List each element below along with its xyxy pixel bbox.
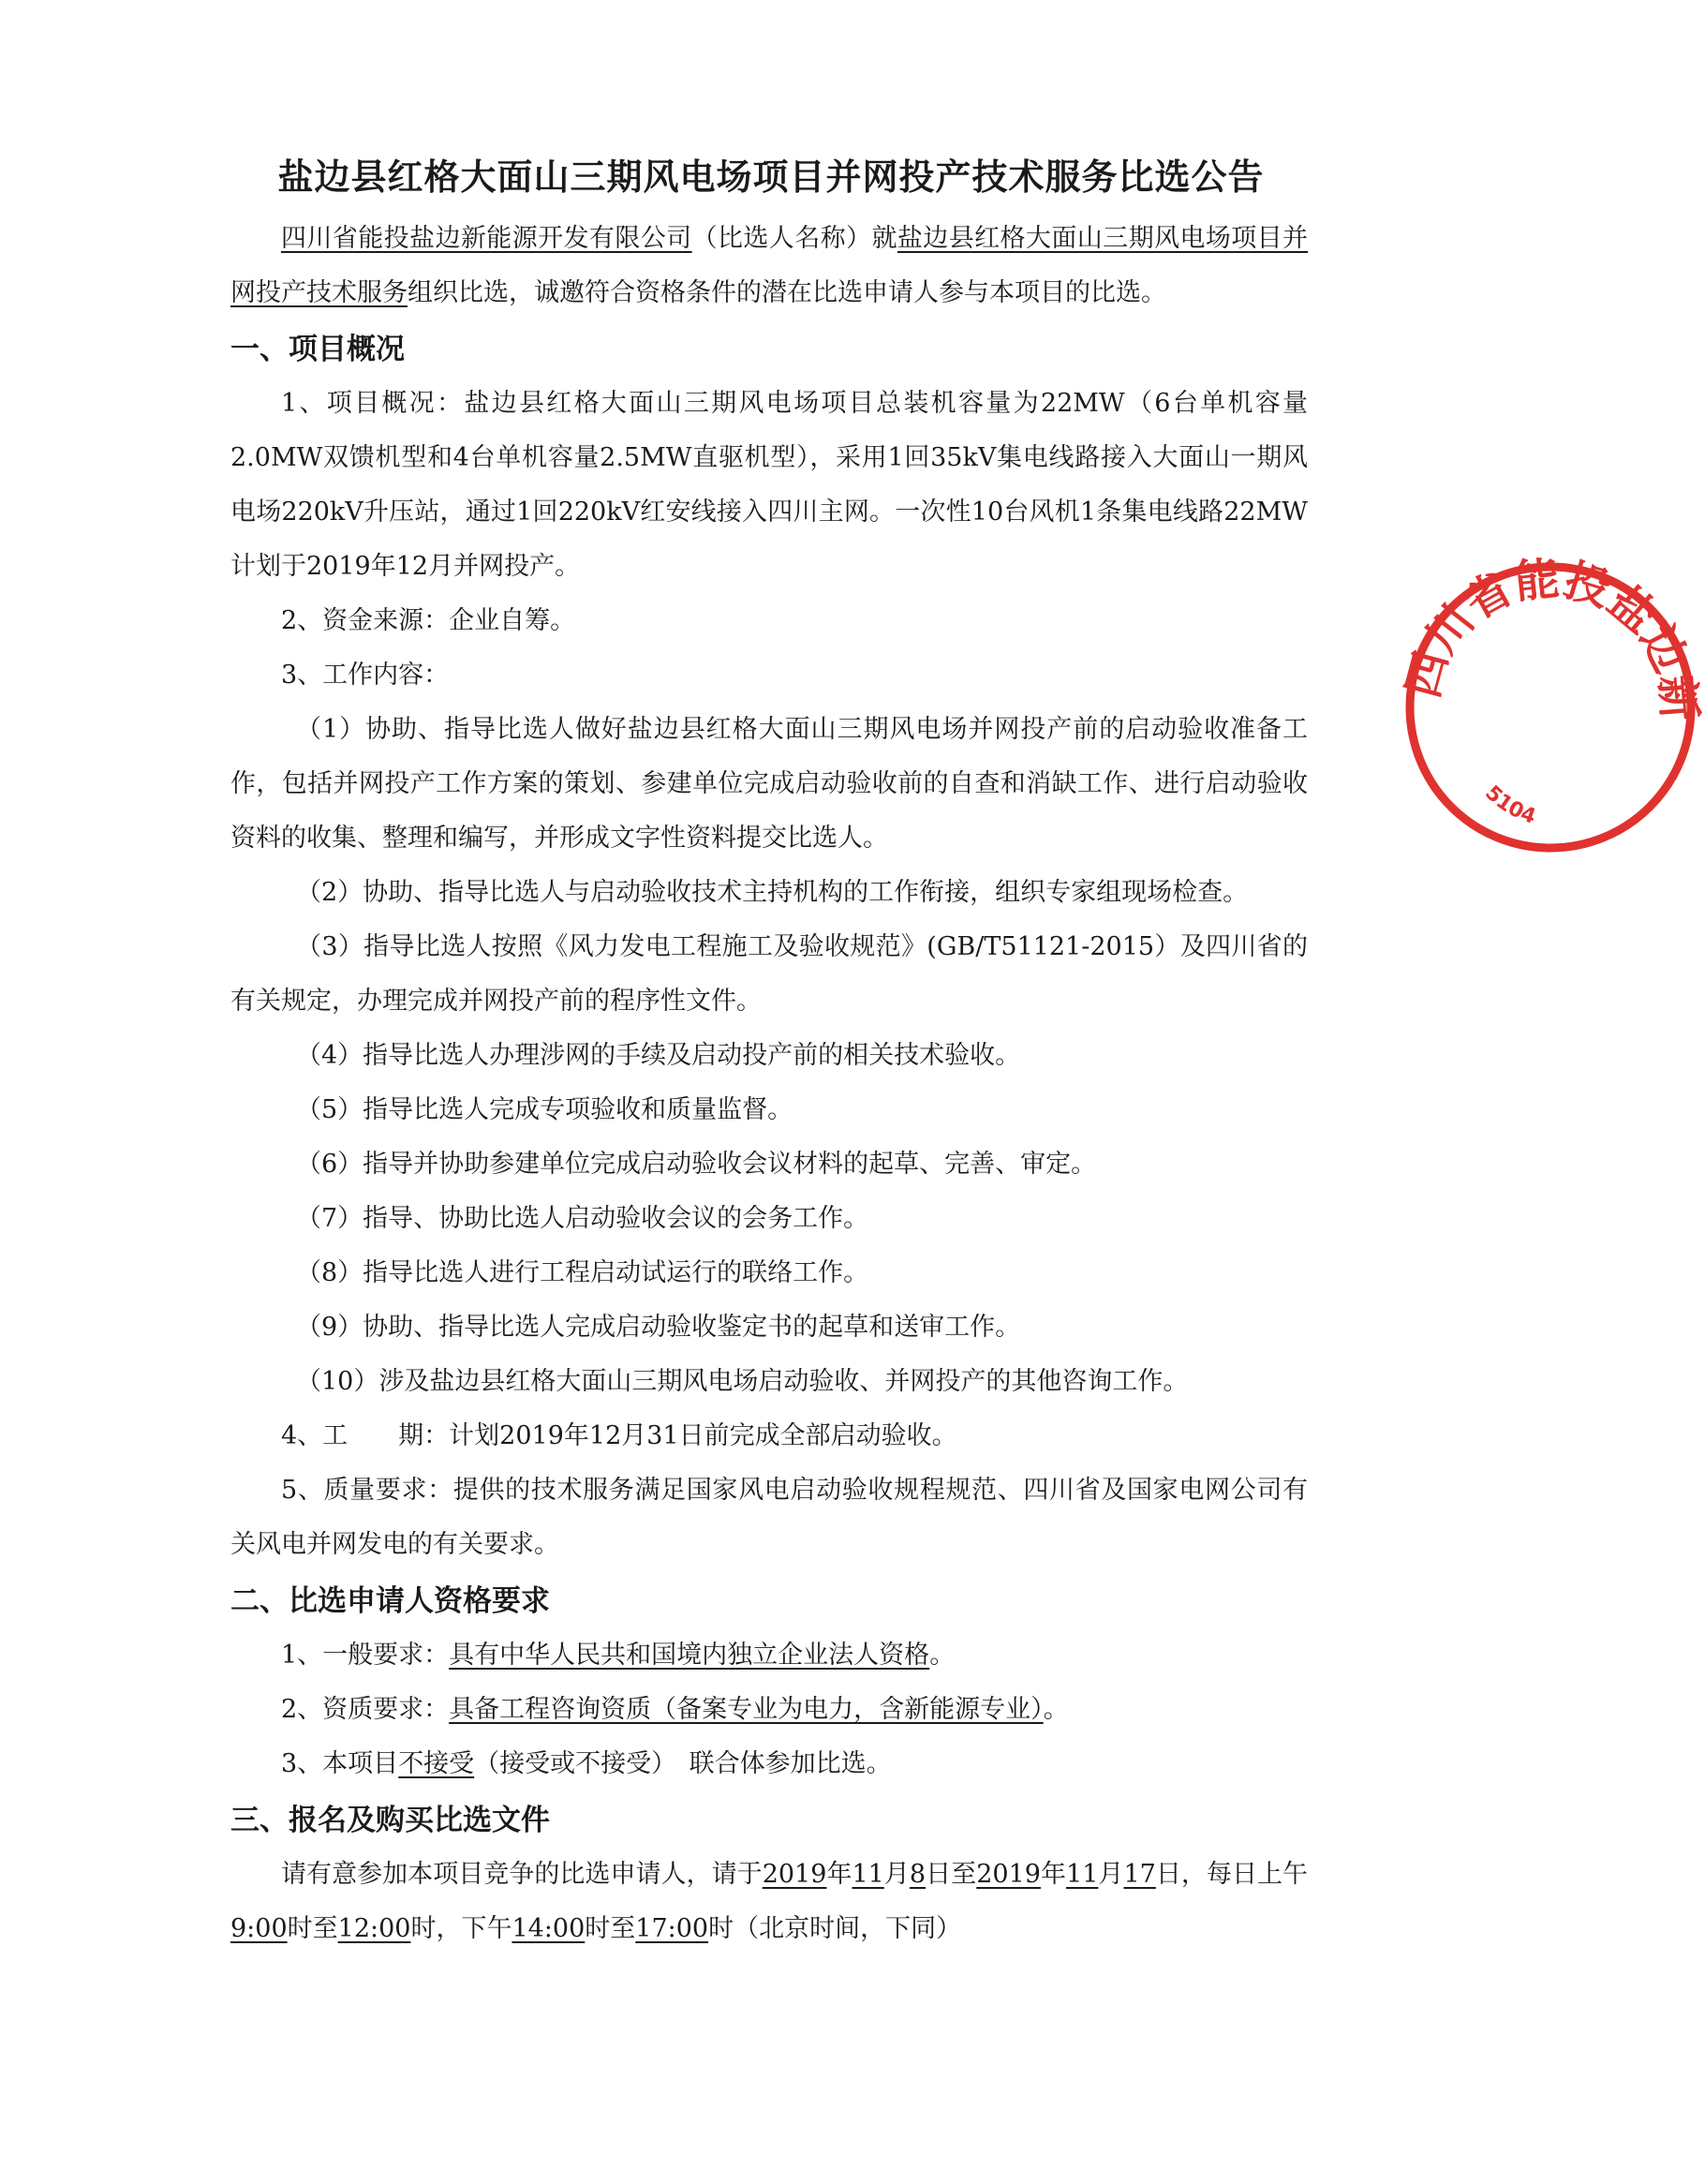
reg-text: 时至 (287, 1914, 338, 1943)
req1-label: 1、一般要求： (281, 1641, 450, 1670)
work-content-label: 3、工作内容： (281, 661, 450, 690)
work-item-8: （8）指导比选人进行工程启动试运行的联络工作。 (296, 1258, 869, 1287)
start-year: 2019 (762, 1860, 827, 1889)
section3-heading: 三、报名及购买比选文件 (230, 1804, 550, 1837)
am-start: 9:00 (230, 1914, 288, 1943)
requirement-general (230, 1628, 1308, 1683)
req1-end: 。 (929, 1641, 956, 1670)
req3-label: 3、本项目 (281, 1749, 399, 1778)
reg-text: 年 (1040, 1860, 1067, 1889)
reg-text: 月 (1098, 1860, 1124, 1889)
pm-start: 14:00 (512, 1914, 586, 1943)
work-item-6: （6）指导并协助参建单位完成启动验收会议材料的起草、完善、审定。 (296, 1150, 1097, 1179)
end-month: 11 (1066, 1860, 1099, 1889)
start-month: 11 (852, 1860, 884, 1889)
seal-code: 5104 (1480, 780, 1539, 829)
reg-text: 日，每日上午 (1155, 1860, 1309, 1889)
req3-end: （接受或不接受） 联合体参加比选。 (474, 1749, 892, 1778)
section1-heading: 一、项目概况 (230, 333, 405, 366)
reg-text: 年 (826, 1860, 852, 1889)
reg-text: 时，下午 (410, 1914, 512, 1943)
document-title: 盐边县红格大面山三期风电场项目并网投产技术服务比选公告 (277, 156, 1265, 198)
company-seal (1396, 553, 1705, 862)
work-item-1: （1）协助、指导比选人做好盐边县红格大面山三期风电场并网投产前的启动验收准备工作，包括并网投产工作方案的策划、参建单位完成启动验收前的自查和消缺工作、进行启动验收资料的收集、整理和编写，并形成文字性资料提交比选人。 (230, 715, 1308, 853)
pm-end: 17:00 (635, 1914, 709, 1943)
reg-text: 请有意参加本项目竞争的比选申请人，请于 (281, 1860, 763, 1889)
work-item-9: （9）协助、指导比选人完成启动验收鉴定书的起草和送审工作。 (296, 1313, 1021, 1342)
intro-rest: 组织比选，诚邀符合资格条件的潜在比选申请人参与本项目的比选。 (408, 278, 1166, 307)
work-item-4: （4）指导比选人办理涉网的手续及启动投产前的相关技术验收。 (296, 1041, 1021, 1070)
work-item-5: （5）指导比选人完成专项验收和质量监督。 (296, 1095, 793, 1124)
reg-text: 日至 (926, 1860, 977, 1889)
req2-label: 2、资质要求： (281, 1695, 450, 1724)
req2-end: 。 (1043, 1695, 1069, 1724)
company-name: 四川省能投盐边新能源开发有限公司 (281, 224, 692, 253)
reg-text: 时（北京时间，下同） (708, 1914, 962, 1943)
company-note: （比选人名称）就 (691, 224, 897, 253)
funding-source: 2、资金来源：企业自筹。 (281, 606, 576, 635)
registration-paragraph (230, 1848, 1308, 1956)
work-item-2: （2）协助、指导比选人与启动验收技术主持机构的工作衔接，组织专家组现场检查。 (296, 878, 1249, 907)
reg-text: 月 (883, 1860, 910, 1889)
req3-value: 不接受 (398, 1749, 475, 1778)
section2-heading: 二、比选申请人资格要求 (230, 1584, 550, 1618)
start-day: 8 (909, 1860, 927, 1889)
req1-value: 具有中华人民共和国境内独立企业法人资格 (449, 1641, 930, 1670)
requirement-consortium (230, 1737, 1308, 1791)
end-day: 17 (1123, 1860, 1156, 1889)
seal-text: 四川省能投盐边新 (1396, 553, 1705, 722)
work-item-7: （7）指导、协助比选人启动验收会议的会务工作。 (296, 1204, 869, 1233)
requirement-qualification (230, 1683, 1308, 1737)
reg-text: 时至 (585, 1914, 636, 1943)
quality-requirement: 5、质量要求：提供的技术服务满足国家风电启动验收规程规范、四川省及国家电网公司有关风电并网发电的有关要求。 (230, 1476, 1308, 1559)
am-end: 12:00 (337, 1914, 411, 1943)
project-name: 盐边县红格大面山三期风电场项目并网投产技术服务 (230, 224, 1309, 307)
req2-value: 具备工程咨询资质（备案专业为电力，含新能源专业） (449, 1695, 1044, 1724)
project-overview: 1、项目概况：盐边县红格大面山三期风电场项目总装机容量为22MW（6台单机容量2.0MW双馈机型和4台单机容量2.5MW直驱机型），采用1回35kV集电线路接入大面山一期风电场220kV升压站，通过1回220kV红安线接入四川主网。一次性10台风机1条集电线路22MW计划于2019年12月并网投产。 (230, 389, 1308, 581)
schedule: 4、工 期：计划2019年12月31日前完成全部启动验收。 (281, 1421, 957, 1450)
intro-paragraph (230, 212, 1308, 320)
work-item-10: （10）涉及盐边县红格大面山三期风电场启动验收、并网投产的其他咨询工作。 (296, 1367, 1189, 1396)
work-item-3: （3）指导比选人按照《风力发电工程施工及验收规范》(GB/T51121-2015）及四川省的有关规定，办理完成并网投产前的程序性文件。 (230, 932, 1308, 1016)
end-year: 2019 (976, 1860, 1041, 1889)
